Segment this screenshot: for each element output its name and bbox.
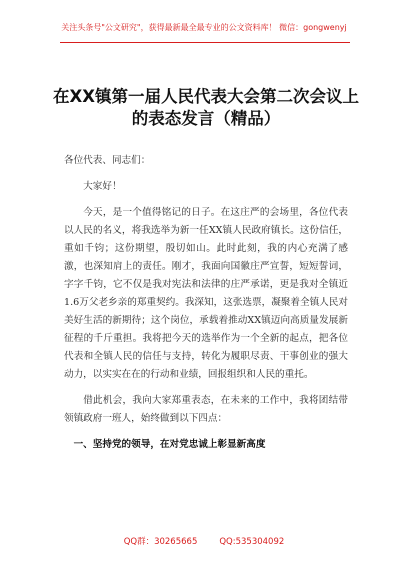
header-divider — [60, 42, 350, 43]
salutation: 各位代表、同志们： — [64, 155, 151, 166]
header-banner: 关注头条号"公文研究"，获得最新最全最专业的公文资料库！ 微信：gongwenyj — [61, 23, 347, 32]
greeting: 大家好！ — [83, 181, 122, 192]
footer-qq-group: QQ群：30265665 — [123, 537, 198, 547]
paragraph-1: 今天，是一个值得铭记的日子。在这庄严的会场里，各位代表以人民的名义，将我选举为新一任XX镇人民政府镇长。这份信任，重如千钧；这份期望，殷切如山。此时此刻，我的内心充满了感激，也深知肩上的责任。刚才，我面向国徽庄严宣誓，短短誓词，字字千钧，它不仅是我对宪法和法律的庄严承诺，更是我对全镇近1.6万父老乡亲的郑重契约。我深知，这张选票，凝聚着全镇人民对美好生活的新期待；这个岗位，承载着推动XX镇迈向高质量发展新征程的千斤重担。我将把今天的选举作为一个全新的起点，把各位代表和全镇人民的信任与支持，转化为履职尽责、干事创业的强大动力，以实实在在的行动和业绩，回报组织和人民的重托。 — [64, 207, 348, 380]
footer-contact — [0, 535, 408, 547]
paragraph-2: 借此机会，我向大家郑重表态，在未来的工作中，我将团结带领镇政府一班人，始终做到以下四点： — [64, 395, 348, 424]
section-heading-1: 一、坚持党的领导，在对党忠诚上彰显新高度 — [73, 439, 266, 450]
footer-qq: QQ:535304092 — [219, 537, 285, 547]
document-body — [64, 152, 348, 462]
document-title: 在XX镇第一届人民代表大会第二次会议上的表态发言（精品） — [53, 87, 359, 128]
